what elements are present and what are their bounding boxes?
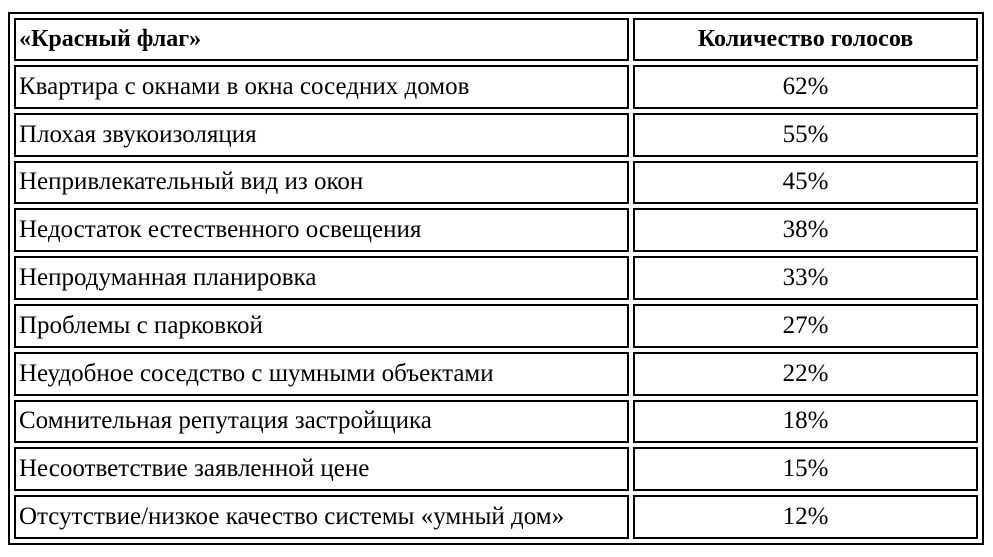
table-row (14, 400, 978, 444)
row-votes-value: 62% (633, 65, 978, 109)
row-flag-label: Плохая звукоизоляция (14, 113, 629, 157)
table-header-row (14, 18, 978, 61)
row-votes-value: 45% (633, 161, 978, 205)
row-votes-value: 12% (633, 495, 978, 539)
table-row (14, 161, 978, 205)
row-votes-value: 38% (633, 208, 978, 252)
header-votes-count: Количество голосов (633, 18, 978, 61)
row-flag-label: Отсутствие/низкое качество системы «умный дом» (14, 495, 629, 539)
row-flag-label: Неудобное соседство с шумными объектами (14, 352, 629, 396)
survey-table (8, 12, 984, 545)
table-row (14, 447, 978, 491)
row-votes-value: 18% (633, 400, 978, 444)
table-row (14, 208, 978, 252)
row-votes-value: 27% (633, 304, 978, 348)
row-votes-value: 33% (633, 256, 978, 300)
row-flag-label: Квартира с окнами в окна соседних домов (14, 65, 629, 109)
table-row (14, 352, 978, 396)
row-flag-label: Несоответствие заявленной цене (14, 447, 629, 491)
row-flag-label: Непривлекательный вид из окон (14, 161, 629, 205)
header-red-flag: «Красный флаг» (14, 18, 629, 61)
row-flag-label: Проблемы с парковкой (14, 304, 629, 348)
table-row (14, 256, 978, 300)
row-votes-value: 15% (633, 447, 978, 491)
row-votes-value: 55% (633, 113, 978, 157)
row-flag-label: Сомнительная репутация застройщика (14, 400, 629, 444)
row-flag-label: Недостаток естественного освещения (14, 208, 629, 252)
table-row (14, 495, 978, 539)
row-flag-label: Непродуманная планировка (14, 256, 629, 300)
table-row (14, 304, 978, 348)
table-row (14, 113, 978, 157)
table-row (14, 65, 978, 109)
red-flags-table (10, 14, 982, 543)
row-votes-value: 22% (633, 352, 978, 396)
